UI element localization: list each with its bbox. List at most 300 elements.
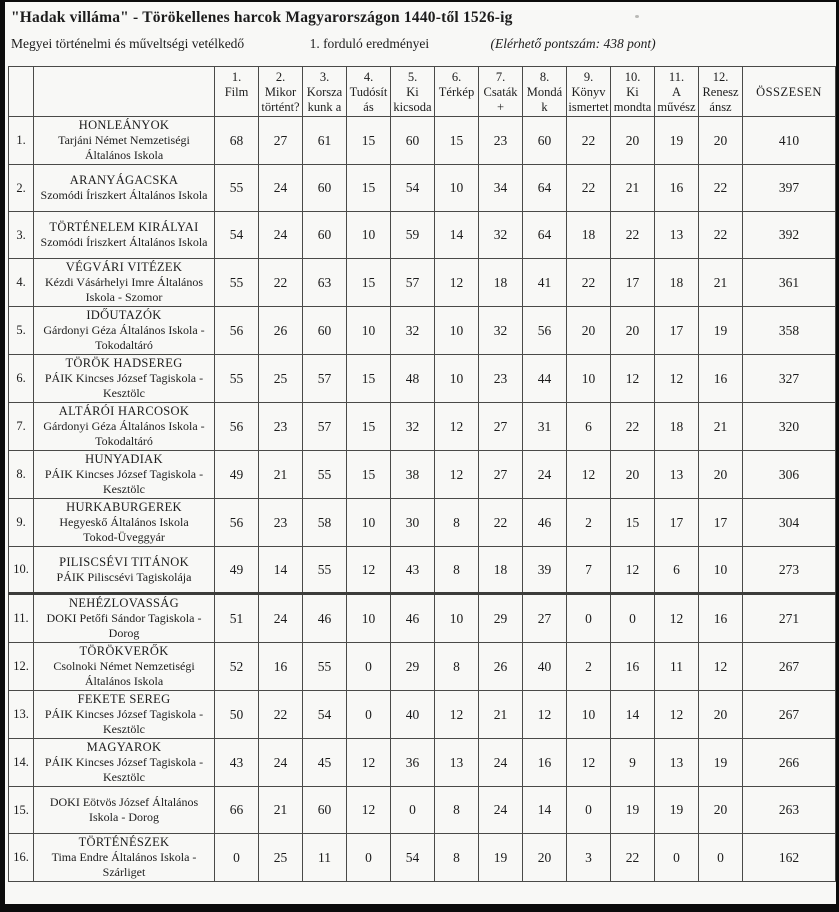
score-cell: 0: [347, 691, 391, 739]
score-cell: 26: [259, 307, 303, 355]
score-cell: 16: [699, 594, 743, 643]
score-cell: 21: [611, 165, 655, 212]
score-cell: 43: [215, 739, 259, 787]
score-cell: 0: [347, 643, 391, 691]
score-cell: 15: [347, 259, 391, 307]
school-name-line: Általános Iskola: [84, 148, 164, 162]
total-cell: 361: [743, 259, 836, 307]
score-cell: 29: [391, 643, 435, 691]
table-row: [9, 643, 836, 691]
subtitle-round: 1. forduló eredményei: [309, 36, 430, 51]
team-cell: [34, 212, 215, 259]
table-row: [9, 834, 836, 882]
rank-cell: 9.: [9, 499, 34, 547]
total-cell: 304: [743, 499, 836, 547]
score-cell: 0: [699, 834, 743, 882]
score-cell: 12: [611, 547, 655, 594]
score-cell: 16: [699, 355, 743, 403]
score-cell: 51: [215, 594, 259, 643]
table-row: [9, 499, 836, 547]
score-cell: 2: [567, 643, 611, 691]
score-cell: 58: [303, 499, 347, 547]
score-cell: 19: [655, 787, 699, 834]
score-cell: 20: [611, 307, 655, 355]
score-cell: 0: [347, 834, 391, 882]
score-cell: 7: [567, 547, 611, 594]
total-cell: 162: [743, 834, 836, 882]
column-number: 9.: [583, 70, 594, 84]
column-label-line: művész: [657, 100, 696, 114]
team-name: HUNYADIAK: [85, 452, 163, 466]
score-cell: 25: [259, 834, 303, 882]
score-cell: 54: [391, 165, 435, 212]
total-cell: 263: [743, 787, 836, 834]
school-name-line: Gárdonyi Géza Általános Iskola -: [43, 323, 205, 337]
rank-cell: 2.: [9, 165, 34, 212]
score-cell: 48: [391, 355, 435, 403]
score-cell: 14: [259, 547, 303, 594]
score-cell: 12: [655, 355, 699, 403]
team-name: MAGYAROK: [86, 740, 162, 754]
column-number: 4.: [363, 70, 374, 84]
column-label-line: ismertet: [568, 100, 609, 114]
score-cell: 10: [347, 594, 391, 643]
column-number: 10.: [624, 70, 641, 84]
score-cell: 12: [435, 259, 479, 307]
score-cell: 29: [479, 594, 523, 643]
score-cell: 60: [303, 212, 347, 259]
score-cell: 11: [655, 643, 699, 691]
score-cell: 66: [215, 787, 259, 834]
score-cell: 0: [391, 787, 435, 834]
rank-cell: 5.: [9, 307, 34, 355]
column-number: 3.: [319, 70, 330, 84]
column-label-line: kunk a: [307, 100, 342, 114]
rank-cell: 14.: [9, 739, 34, 787]
school-name-line: PÁIK Kincses József Tagiskola -: [44, 371, 204, 385]
score-cell: 56: [215, 403, 259, 451]
school-name-line: Hegyeskő Általános Iskola: [59, 515, 189, 529]
score-cell: 46: [391, 594, 435, 643]
column-label-line: Ki: [626, 85, 639, 99]
team-column-header: [34, 67, 215, 117]
column-label-line: k: [541, 100, 548, 114]
score-cell: 56: [523, 307, 567, 355]
column-label-line: Csaták: [483, 85, 518, 99]
table-row: [9, 165, 836, 212]
score-cell: 10: [435, 307, 479, 355]
score-cell: 24: [479, 739, 523, 787]
subtitle-max-points: (Elérhető pontszám: 438 pont): [490, 36, 656, 51]
score-cell: 19: [655, 117, 699, 165]
team-cell: [34, 307, 215, 355]
team-cell: [34, 165, 215, 212]
rank-cell: 16.: [9, 834, 34, 882]
school-name-line: DOKI Petőfi Sándor Tagiskola -: [46, 611, 202, 625]
school-name-line: Iskola - Szomor: [85, 290, 163, 304]
score-cell: 27: [259, 117, 303, 165]
score-cell: 25: [259, 355, 303, 403]
school-name-line: PÁIK Piliscsévi Tagiskolája: [56, 569, 192, 584]
score-cell: 22: [567, 117, 611, 165]
score-cell: 24: [259, 165, 303, 212]
score-cell: 57: [303, 403, 347, 451]
score-cell: 23: [479, 117, 523, 165]
column-label-line: Könyv: [571, 85, 606, 99]
score-cell: 12: [435, 691, 479, 739]
school-name-line: Iskola - Dorog: [89, 810, 159, 824]
score-cell: 17: [699, 499, 743, 547]
document-subtitle: [11, 36, 826, 52]
score-cell: 13: [655, 739, 699, 787]
score-cell: 13: [435, 739, 479, 787]
score-cell: 32: [391, 403, 435, 451]
score-cell: 19: [611, 787, 655, 834]
column-label-line: kicsoda: [393, 100, 432, 114]
school-name-line: Szárliget: [102, 865, 146, 879]
team-name: ALTÁRÓI HARCOSOK: [58, 404, 190, 418]
rank-cell: 6.: [9, 355, 34, 403]
score-cell: 10: [435, 165, 479, 212]
score-cell: 20: [523, 834, 567, 882]
score-cell: 17: [611, 259, 655, 307]
scan-artifact: [635, 15, 639, 18]
team-cell: [34, 787, 215, 834]
school-name-line: Tokodaltáró: [95, 434, 153, 448]
score-cell: 14: [611, 691, 655, 739]
rank-cell: 12.: [9, 643, 34, 691]
results-table-head: [9, 67, 836, 117]
school-name-line: Szomódi Íriszkert Általános Iskola: [40, 235, 208, 249]
score-cell: 19: [479, 834, 523, 882]
score-cell: 15: [347, 355, 391, 403]
score-cell: 0: [611, 594, 655, 643]
score-cell: 22: [699, 212, 743, 259]
school-name-line: Kesztölc: [103, 482, 145, 496]
score-cell: 46: [303, 594, 347, 643]
rank-cell: 4.: [9, 259, 34, 307]
team-name: VÉGVÁRI VITÉZEK: [65, 260, 183, 274]
score-cell: 54: [303, 691, 347, 739]
column-label-line: +: [496, 100, 505, 114]
score-cell: 55: [303, 451, 347, 499]
school-name-line: Csolnoki Német Nemzetiségi: [53, 659, 195, 673]
score-cell: 24: [523, 451, 567, 499]
score-cell: 20: [699, 787, 743, 834]
score-cell: 55: [303, 547, 347, 594]
score-cell: 16: [655, 165, 699, 212]
score-cell: 55: [215, 355, 259, 403]
school-name-line: Tokodaltáró: [95, 338, 153, 352]
team-cell: [34, 499, 215, 547]
score-cell: 12: [655, 594, 699, 643]
table-row: [9, 355, 836, 403]
rank-cell: 3.: [9, 212, 34, 259]
score-cell: 60: [523, 117, 567, 165]
column-number: 11.: [668, 70, 685, 84]
column-header: [523, 67, 567, 117]
score-cell: 22: [479, 499, 523, 547]
team-cell: [34, 594, 215, 643]
score-cell: 14: [435, 212, 479, 259]
score-cell: 20: [699, 451, 743, 499]
table-row: [9, 307, 836, 355]
rank-cell: 8.: [9, 451, 34, 499]
score-cell: 19: [699, 307, 743, 355]
team-name: FEKETE SEREG: [77, 692, 171, 706]
team-name: HONLEÁNYOK: [78, 118, 170, 132]
score-cell: 30: [391, 499, 435, 547]
school-name-line: PÁIK Kincses József Tagiskola -: [44, 467, 204, 481]
score-cell: 21: [259, 787, 303, 834]
school-name-line: PÁIK Kincses József Tagiskola -: [44, 707, 204, 721]
score-cell: 20: [611, 451, 655, 499]
score-cell: 22: [611, 403, 655, 451]
total-cell: 273: [743, 547, 836, 594]
score-cell: 0: [567, 787, 611, 834]
score-cell: 44: [523, 355, 567, 403]
score-cell: 40: [523, 643, 567, 691]
score-cell: 15: [347, 451, 391, 499]
score-cell: 61: [303, 117, 347, 165]
team-cell: [34, 691, 215, 739]
school-name-line: Kesztölc: [103, 770, 145, 784]
score-cell: 21: [479, 691, 523, 739]
total-cell: 397: [743, 165, 836, 212]
column-label-line: történt?: [261, 100, 300, 114]
score-cell: 12: [699, 643, 743, 691]
total-cell: 392: [743, 212, 836, 259]
score-cell: 6: [567, 403, 611, 451]
score-cell: 21: [259, 451, 303, 499]
team-name: TÖRTÉNÉSZEK: [78, 835, 170, 849]
score-cell: 12: [567, 451, 611, 499]
score-cell: 26: [479, 643, 523, 691]
score-cell: 27: [523, 594, 567, 643]
score-cell: 49: [215, 547, 259, 594]
school-name-line: Szomódi Íriszkert Általános Iskola: [40, 188, 208, 202]
column-label-line: Térkép: [438, 85, 475, 99]
score-cell: 46: [523, 499, 567, 547]
column-header: [699, 67, 743, 117]
score-cell: 34: [479, 165, 523, 212]
score-cell: 57: [391, 259, 435, 307]
score-cell: 60: [303, 165, 347, 212]
school-name-line: Tarjáni Német Nemzetiségi: [58, 133, 190, 147]
total-cell: 358: [743, 307, 836, 355]
team-name: TÖRÖKVERŐK: [79, 644, 169, 658]
score-cell: 16: [259, 643, 303, 691]
score-cell: 12: [435, 403, 479, 451]
team-name: ARANYÁGACSKA: [69, 173, 179, 187]
score-cell: 17: [655, 499, 699, 547]
score-cell: 23: [259, 499, 303, 547]
score-cell: 60: [303, 307, 347, 355]
rank-cell: 1.: [9, 117, 34, 165]
score-cell: 64: [523, 212, 567, 259]
score-cell: 3: [567, 834, 611, 882]
score-cell: 21: [699, 259, 743, 307]
column-label-line: Mikor: [264, 85, 297, 99]
score-cell: 10: [347, 307, 391, 355]
column-header: [435, 67, 479, 117]
score-cell: 18: [567, 212, 611, 259]
score-cell: 10: [567, 355, 611, 403]
score-cell: 41: [523, 259, 567, 307]
team-cell: [34, 834, 215, 882]
team-name: IDŐUTAZÓK: [86, 308, 162, 322]
column-label-line: A: [671, 85, 682, 99]
score-cell: 32: [479, 212, 523, 259]
column-label-line: ánsz: [709, 100, 732, 114]
score-cell: 22: [567, 259, 611, 307]
score-cell: 24: [479, 787, 523, 834]
column-header: [479, 67, 523, 117]
table-row: [9, 212, 836, 259]
score-cell: 18: [655, 403, 699, 451]
score-cell: 54: [215, 212, 259, 259]
score-cell: 20: [699, 117, 743, 165]
score-cell: 15: [347, 403, 391, 451]
column-label-line: mondta: [613, 100, 652, 114]
rank-cell: 11.: [9, 594, 34, 643]
score-cell: 18: [479, 259, 523, 307]
column-header: [303, 67, 347, 117]
table-row: [9, 787, 836, 834]
team-cell: [34, 643, 215, 691]
team-name: TÖRTÉNELEM KIRÁLYAI: [49, 220, 199, 234]
score-cell: 15: [611, 499, 655, 547]
column-header: [611, 67, 655, 117]
score-cell: 36: [391, 739, 435, 787]
score-cell: 55: [215, 165, 259, 212]
total-cell: 271: [743, 594, 836, 643]
score-cell: 49: [215, 451, 259, 499]
score-cell: 54: [391, 834, 435, 882]
score-cell: 6: [655, 547, 699, 594]
team-cell: [34, 403, 215, 451]
score-cell: 12: [435, 451, 479, 499]
score-cell: 45: [303, 739, 347, 787]
score-cell: 27: [479, 403, 523, 451]
score-cell: 18: [479, 547, 523, 594]
column-label-line: Film: [224, 85, 249, 99]
total-cell: 327: [743, 355, 836, 403]
score-cell: 22: [699, 165, 743, 212]
school-name-line: Gárdonyi Géza Általános Iskola -: [43, 419, 205, 433]
score-cell: 18: [655, 259, 699, 307]
score-cell: 20: [567, 307, 611, 355]
subtitle-competition: Megyei történelmi és műveltségi vetélkedő: [11, 36, 245, 51]
total-cell: 267: [743, 643, 836, 691]
team-cell: [34, 739, 215, 787]
score-cell: 13: [655, 451, 699, 499]
school-name-line: Tima Endre Általános Iskola -: [51, 850, 197, 864]
score-cell: 24: [259, 212, 303, 259]
score-cell: 10: [567, 691, 611, 739]
rank-cell: 7.: [9, 403, 34, 451]
score-cell: 22: [259, 259, 303, 307]
results-table-body: [9, 117, 836, 882]
score-cell: 52: [215, 643, 259, 691]
column-header: [259, 67, 303, 117]
score-cell: 23: [259, 403, 303, 451]
score-cell: 55: [303, 643, 347, 691]
score-cell: 0: [567, 594, 611, 643]
score-cell: 10: [435, 355, 479, 403]
score-cell: 40: [391, 691, 435, 739]
column-header: [391, 67, 435, 117]
score-cell: 19: [699, 739, 743, 787]
score-cell: 32: [391, 307, 435, 355]
score-cell: 63: [303, 259, 347, 307]
score-cell: 10: [699, 547, 743, 594]
table-row: [9, 117, 836, 165]
score-cell: 2: [567, 499, 611, 547]
header-row: [9, 67, 836, 117]
score-cell: 11: [303, 834, 347, 882]
rank-cell: 15.: [9, 787, 34, 834]
column-number: 6.: [451, 70, 462, 84]
team-cell: [34, 259, 215, 307]
score-cell: 21: [699, 403, 743, 451]
table-row: [9, 691, 836, 739]
rank-cell: 13.: [9, 691, 34, 739]
score-cell: 55: [215, 259, 259, 307]
document-title: "Hadak villáma" - Törökellenes harcok Magyarországon 1440-től 1526-ig: [11, 9, 513, 26]
score-cell: 16: [611, 643, 655, 691]
score-cell: 39: [523, 547, 567, 594]
score-cell: 50: [215, 691, 259, 739]
school-name-line: DOKI Eötvös József Általános: [49, 795, 199, 809]
score-cell: 22: [567, 165, 611, 212]
column-label-line: Renesz: [702, 85, 739, 99]
team-name: TÖRÖK HADSEREG: [65, 356, 183, 370]
column-header: [655, 67, 699, 117]
score-cell: 59: [391, 212, 435, 259]
rank-cell: 10.: [9, 547, 34, 594]
table-row: [9, 259, 836, 307]
score-cell: 38: [391, 451, 435, 499]
score-cell: 10: [435, 594, 479, 643]
column-label-line: Ki: [406, 85, 419, 99]
score-cell: 9: [611, 739, 655, 787]
score-cell: 12: [347, 787, 391, 834]
column-number: 2.: [275, 70, 286, 84]
score-cell: 12: [523, 691, 567, 739]
score-cell: 22: [611, 834, 655, 882]
column-number: 12.: [712, 70, 729, 84]
score-cell: 64: [523, 165, 567, 212]
school-name-line: Tokod-Üveggyár: [83, 530, 165, 544]
score-cell: 8: [435, 547, 479, 594]
score-cell: 15: [435, 117, 479, 165]
column-header: [347, 67, 391, 117]
table-row: [9, 594, 836, 643]
team-name: PILISCSÉVI TITÁNOK: [59, 554, 189, 569]
score-cell: 68: [215, 117, 259, 165]
total-cell: 267: [743, 691, 836, 739]
score-cell: 8: [435, 499, 479, 547]
score-cell: 8: [435, 643, 479, 691]
score-cell: 31: [523, 403, 567, 451]
score-cell: 10: [347, 212, 391, 259]
score-cell: 10: [347, 499, 391, 547]
school-name-line: Kesztölc: [103, 386, 145, 400]
team-name: HURKABURGEREK: [66, 500, 182, 514]
school-name-line: Általános Iskola: [84, 674, 164, 688]
score-cell: 24: [259, 739, 303, 787]
